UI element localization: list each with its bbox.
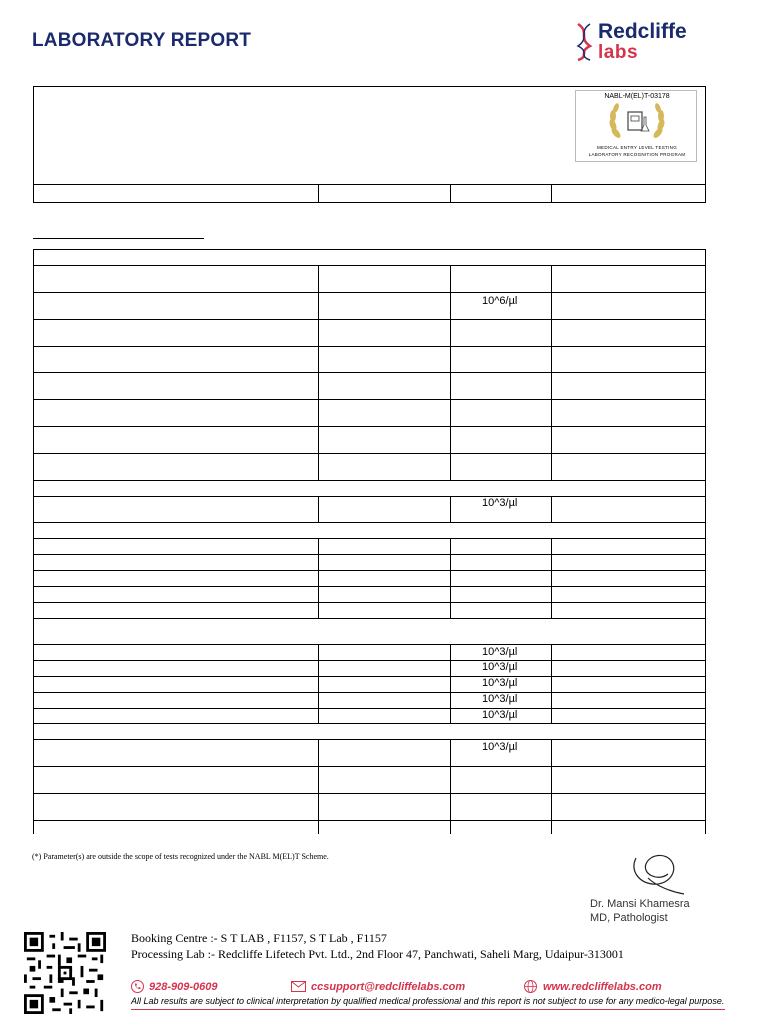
col-line — [551, 644, 552, 723]
email-icon — [291, 981, 306, 992]
row-line — [33, 618, 706, 619]
row-line — [33, 739, 706, 740]
col-line — [450, 496, 451, 522]
row-line — [33, 820, 706, 821]
phone-icon — [131, 980, 144, 993]
row-line — [33, 660, 706, 661]
nabl-code: NABL-M(EL)T-03178 — [604, 93, 670, 100]
col-line — [318, 496, 319, 522]
patient-info-divider — [33, 184, 706, 185]
doctor-signature — [628, 848, 698, 896]
nabl-program-line1: MEDICAL ENTRY LEVEL TESTING — [596, 145, 678, 150]
globe-icon — [524, 980, 537, 993]
patient-info-col1 — [318, 184, 319, 203]
unit-absolute-count: 10^3/µl — [482, 709, 518, 721]
row-line — [33, 570, 706, 571]
col-line — [450, 739, 451, 834]
row-line — [33, 346, 706, 347]
col-line — [318, 644, 319, 723]
nabl-scope-footnote: (*) Parameter(s) are outside the scope of tests recognized under the NABL M(EL)T Scheme. — [32, 852, 329, 861]
row-line — [33, 453, 706, 454]
row-line — [33, 426, 706, 427]
unit-absolute-count: 10^3/µl — [482, 661, 518, 673]
laurel-emblem-icon — [602, 103, 672, 143]
unit-absolute-count: 10^3/µl — [482, 646, 518, 658]
unit-wbc: 10^3/µl — [482, 741, 518, 753]
row-line — [33, 644, 706, 645]
logo-wordmark-sub: labs — [598, 42, 639, 63]
row-line — [33, 602, 706, 603]
row-line — [33, 372, 706, 373]
doctor-role: MD, Pathologist — [590, 912, 668, 924]
row-line — [33, 522, 706, 523]
processing-lab: Processing Lab :- Redcliffe Lifetech Pvt. Ltd., 2nd Floor 47, Panchwati, Saheli Marg, Udaipur-313001 — [131, 947, 624, 961]
patient-info-col3 — [551, 184, 552, 203]
col-line — [551, 739, 552, 834]
row-line — [33, 292, 706, 293]
results-table — [33, 249, 706, 834]
unit-platelet: 10^3/µl — [482, 497, 518, 509]
doctor-name: Dr. Mansi Khamesra — [590, 898, 690, 910]
qr-code — [24, 932, 106, 1014]
unit-absolute-count: 10^3/µl — [482, 677, 518, 689]
row-line — [33, 766, 706, 767]
contact-website[interactable]: www.redcliffelabs.com — [543, 981, 662, 993]
patient-info-col2 — [450, 184, 451, 203]
col-line — [551, 538, 552, 618]
footer-underline — [131, 1009, 725, 1010]
row-line — [33, 496, 706, 497]
col-line — [551, 496, 552, 522]
col-line — [551, 265, 552, 480]
logo-wordmark: Redcliffe — [598, 20, 687, 43]
row-line — [33, 554, 706, 555]
report-title: LABORATORY REPORT — [32, 30, 252, 51]
contact-phone[interactable]: 928-909-0609 — [149, 981, 218, 993]
row-line — [33, 319, 706, 320]
col-line — [318, 538, 319, 618]
row-line — [33, 692, 706, 693]
section-heading-underline — [33, 238, 204, 239]
row-line — [33, 676, 706, 677]
row-line — [33, 708, 706, 709]
nabl-badge — [575, 90, 697, 162]
col-line — [450, 538, 451, 618]
nabl-program-line2: LABORATORY RECOGNITION PROGRAM — [588, 152, 686, 157]
row-line — [33, 723, 706, 724]
row-line — [33, 265, 706, 266]
col-line — [318, 739, 319, 834]
col-line — [318, 265, 319, 480]
row-line — [33, 480, 706, 481]
booking-centre: Booking Centre :- S T LAB , F1157, S T Lab , F1157 — [131, 931, 387, 945]
row-line — [33, 399, 706, 400]
row-line — [33, 538, 706, 539]
col-line — [450, 265, 451, 480]
unit-absolute-count: 10^3/µl — [482, 693, 518, 705]
contact-email[interactable]: ccsupport@redcliffelabs.com — [311, 981, 466, 993]
col-line — [450, 644, 451, 723]
row-line — [33, 586, 706, 587]
logo-dna-icon — [574, 22, 594, 62]
disclaimer: All Lab results are subject to clinical interpretation by qualified medical professional and this report is not subject to use for any medico-legal purpose. — [131, 996, 725, 1006]
unit-rbc: 10^6/µl — [482, 295, 518, 307]
row-line — [33, 793, 706, 794]
